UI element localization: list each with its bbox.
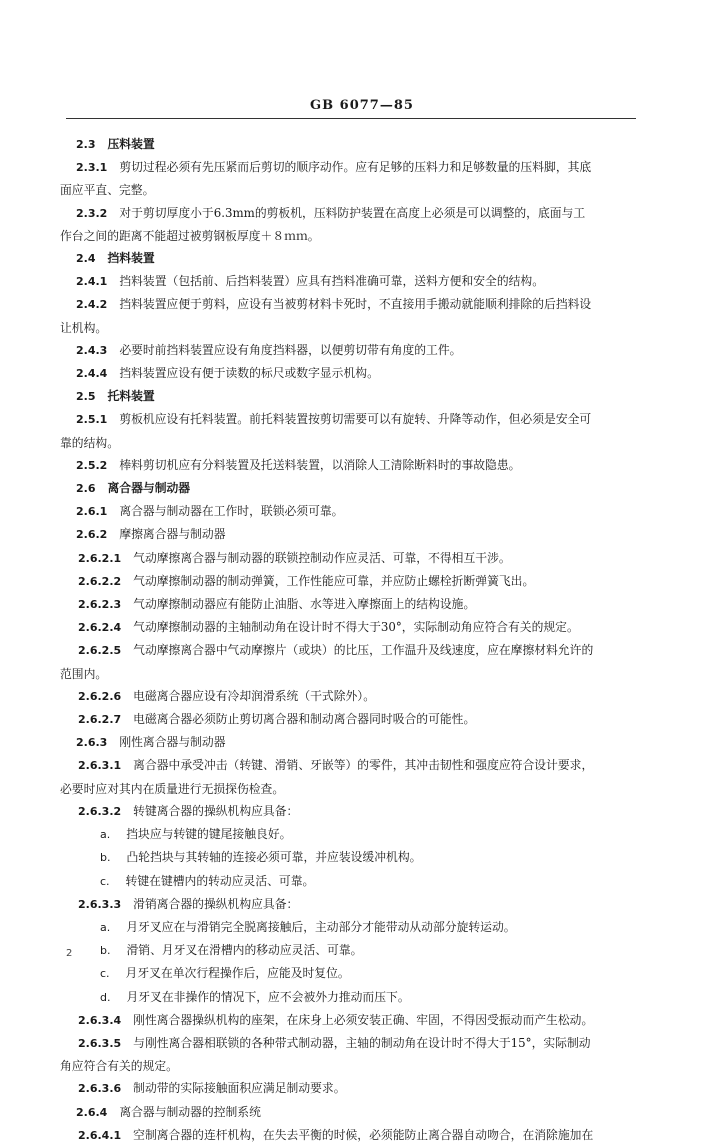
clause-number: 2.6.1 [76,505,108,519]
clause-text: 离合器与制动器 [107,481,191,496]
clause-continuation: 靠的结构。 [60,435,119,450]
clause-number: d. [100,990,111,1004]
clause-paragraph [60,523,634,546]
clause-paragraph [60,800,634,823]
clause-continuation: 必要时应对其内在质量进行无损探伤检查。 [60,781,285,796]
clause-text: 压料装置 [107,137,155,151]
clause-number: 2.6.3.4 [78,1013,122,1027]
clause-text: 托料装置 [107,389,155,404]
clause-number: a. [100,920,111,934]
clause-number: 2.6.3.3 [78,897,122,911]
clause-paragraph [60,270,634,293]
clause-text: 气动摩擦制动器的制动弹簧，工作性能应可靠，并应防止螺栓折断弹簧飞出。 [133,573,535,588]
clause-paragraph [60,1077,634,1100]
list-item [60,986,634,1009]
clause-number: 2.4.4 [76,367,108,381]
clause-number: 2.4.1 [76,275,108,289]
clause-text: 制动带的实际接触面积应满足制动要求。 [133,1081,346,1096]
clause-number: 2.5.1 [76,413,108,427]
clause-number: 2.6.3.6 [78,1082,122,1096]
clause-number: 2.6.2.4 [78,621,122,635]
clause-text: 月牙叉在单次行程操作后，应能及时复位。 [125,966,350,981]
clause-text: 挡料装置（包括前、后挡料装置）应具有挡料准确可靠，送料方便和安全的结构。 [119,274,545,289]
clause-text: 摩擦离合器与制动器 [119,527,226,542]
section-heading [60,133,634,156]
clause-paragraph [60,1101,634,1124]
list-item [60,939,634,962]
clause-paragraph [60,1009,634,1032]
clause-continuation: 面应平直、完整。 [60,183,155,198]
clause-text: 刚性离合器与制动器 [119,735,226,750]
clause-number: 2.4.3 [76,343,108,357]
clause-text: 挡料装置应便于剪料，应设有当被剪材料卡死时，不直接用手搬动就能顺利排除的后挡料设 [119,297,592,312]
clause-paragraph [60,408,634,453]
clause-text: 电磁离合器必须防止剪切离合器和制动离合器同时吸合的可能性。 [133,712,476,727]
clause-paragraph [60,754,634,799]
clause-number: b. [100,851,111,865]
clause-text: 必要时前挡料装置应设有角度挡料器，以便剪切带有角度的工件。 [119,342,462,357]
clause-number: 2.6.3 [76,736,108,750]
clause-paragraph [60,593,634,616]
clause-text: 挡料装置 [107,251,155,266]
clause-text: 挡块应与转键的键尾接触良好。 [126,827,292,842]
section-heading [60,385,634,408]
clause-number: 2.6.2.7 [78,713,122,727]
clause-text: 气动摩擦制动器的主轴制动角在设计时不得大于30°，实际制动角应符合有关的规定。 [133,620,579,635]
clause-continuation: 范围内。 [60,666,108,681]
clause-paragraph [60,156,634,201]
clause-paragraph [60,616,634,639]
list-item [60,870,634,893]
clause-number: 2.5.2 [76,458,108,472]
clause-paragraph [60,454,634,477]
clause-number: 2.4 [76,252,96,266]
clause-number: b. [100,944,111,958]
clause-number: 2.6.2.2 [78,574,122,588]
clause-number: 2.6.3.1 [78,759,122,773]
clause-paragraph [60,1124,634,1147]
clause-number: 2.6.4 [76,1105,108,1119]
clause-continuation: 作台之间的距离不能超过被剪钢板厚度＋８ｍｍ。 [60,228,320,243]
section-heading [60,247,634,270]
clause-paragraph [60,708,634,731]
clause-text: 转键离合器的操纵机构应具备： [133,803,299,818]
clause-paragraph [60,362,634,385]
clause-paragraph [60,639,634,684]
clause-number: 2.6.2.6 [78,689,122,703]
clause-number: 2.6.3.5 [78,1036,122,1050]
clause-paragraph [60,1032,634,1077]
clause-text: 滑销离合器的操纵机构应具备： [133,896,299,911]
clause-text: 月牙叉应在与滑销完全脱离接触后，主动部分才能带动从动部分旋转运动。 [126,919,516,934]
clause-text: 转键在键槽内的转动应灵活、可靠。 [125,873,315,888]
clause-paragraph [60,731,634,754]
clause-paragraph [60,202,634,247]
standard-header: GB 6077—85 [310,98,414,113]
clause-continuation: 角应符合有关的规定。 [60,1059,178,1074]
clause-text: 空制离合器的连杆机构，在失去平衡的时候，必须能防止离合器自动吻合，在消除施加在 [133,1127,594,1142]
clause-number: c. [100,967,110,981]
clause-text: 剪板机应设有托料装置。前托料装置按剪切需要可以有旋转、升降等动作，但必须是安全可 [119,412,592,427]
clause-text: 对于剪切厚度小于6.3mm的剪板机，压料防护装置在高度上必须是可以调整的，底面与工 [119,205,586,220]
clause-paragraph [60,570,634,593]
clause-text: 月牙叉在非操作的情况下，应不会被外力推动而压下。 [126,989,410,1004]
clause-text: 挡料装置应设有便于读数的标尺或数字显示机构。 [119,366,379,381]
clause-number: 2.5 [76,390,96,404]
clause-text: 剪切过程必须有先压紧而后剪切的顺序动作。应有足够的压料力和足够数量的压料脚，其底 [119,160,592,175]
clause-number: 2.6.3.2 [78,804,122,818]
clause-text: 离合器中承受冲击（转键、滑销、牙嵌等）的零件，其冲击韧性和强度应符合设计要求， [133,758,594,773]
clause-number: c. [100,874,110,888]
clause-number: 2.6 [76,482,96,496]
list-item [60,846,634,869]
clause-number: 2.6.2.3 [78,598,122,612]
clause-number: 2.4.2 [76,298,108,312]
clause-paragraph [60,893,634,916]
document-body [60,133,634,1147]
clause-number: 2.3 [76,138,96,151]
clause-number: 2.6.2.1 [78,551,122,565]
clause-text: 气动摩擦离合器中气动摩擦片（或块）的比压，工作温升及线速度，应在摩擦材料允许的 [133,643,594,658]
section-heading [60,477,634,500]
page-number: 2 [66,948,73,959]
clause-continuation: 让机构。 [60,320,108,335]
clause-text: 与刚性离合器相联锁的各种带式制动器，主轴的制动角在设计时不得大于15°，实际制动 [133,1035,591,1050]
clause-paragraph [60,685,634,708]
clause-text: 电磁离合器应设有冷却润滑系统（干式除外）。 [133,688,375,703]
clause-text: 滑销、月牙叉在滑槽内的移动应灵活、可靠。 [126,943,363,958]
clause-paragraph [60,547,634,570]
clause-text: 离合器与制动器在工作时，联锁必须可靠。 [119,504,344,519]
clause-text: 棒料剪切机应有分料装置及托送料装置，以消除人工清除断料时的事故隐患。 [119,457,521,472]
list-item [60,962,634,985]
clause-number: 2.6.2 [76,528,108,542]
clause-paragraph [60,339,634,362]
clause-text: 气动摩擦离合器与制动器的联锁控制动作应灵活、可靠，不得相互干涉。 [133,550,511,565]
clause-text: 气动摩擦制动器应有能防止油脂、水等进入摩擦面上的结构设施。 [133,597,476,612]
list-item [60,823,634,846]
clause-number: 2.3.2 [76,206,108,220]
clause-number: 2.3.1 [76,161,108,175]
clause-number: 2.6.4.1 [78,1128,122,1142]
clause-paragraph [60,293,634,338]
clause-number: a. [100,828,111,842]
clause-text: 刚性离合器操纵机构的座架，在床身上必须安装正确、牢固，不得因受振动而产生松动。 [133,1012,594,1027]
clause-text: 凸轮挡块与其转轴的连接必须可靠，并应装设缓冲机构。 [126,850,422,865]
clause-text: 离合器与制动器的控制系统 [119,1104,261,1119]
list-item [60,916,634,939]
clause-paragraph [60,500,634,523]
header-rule [66,118,636,119]
clause-number: 2.6.2.5 [78,644,122,658]
